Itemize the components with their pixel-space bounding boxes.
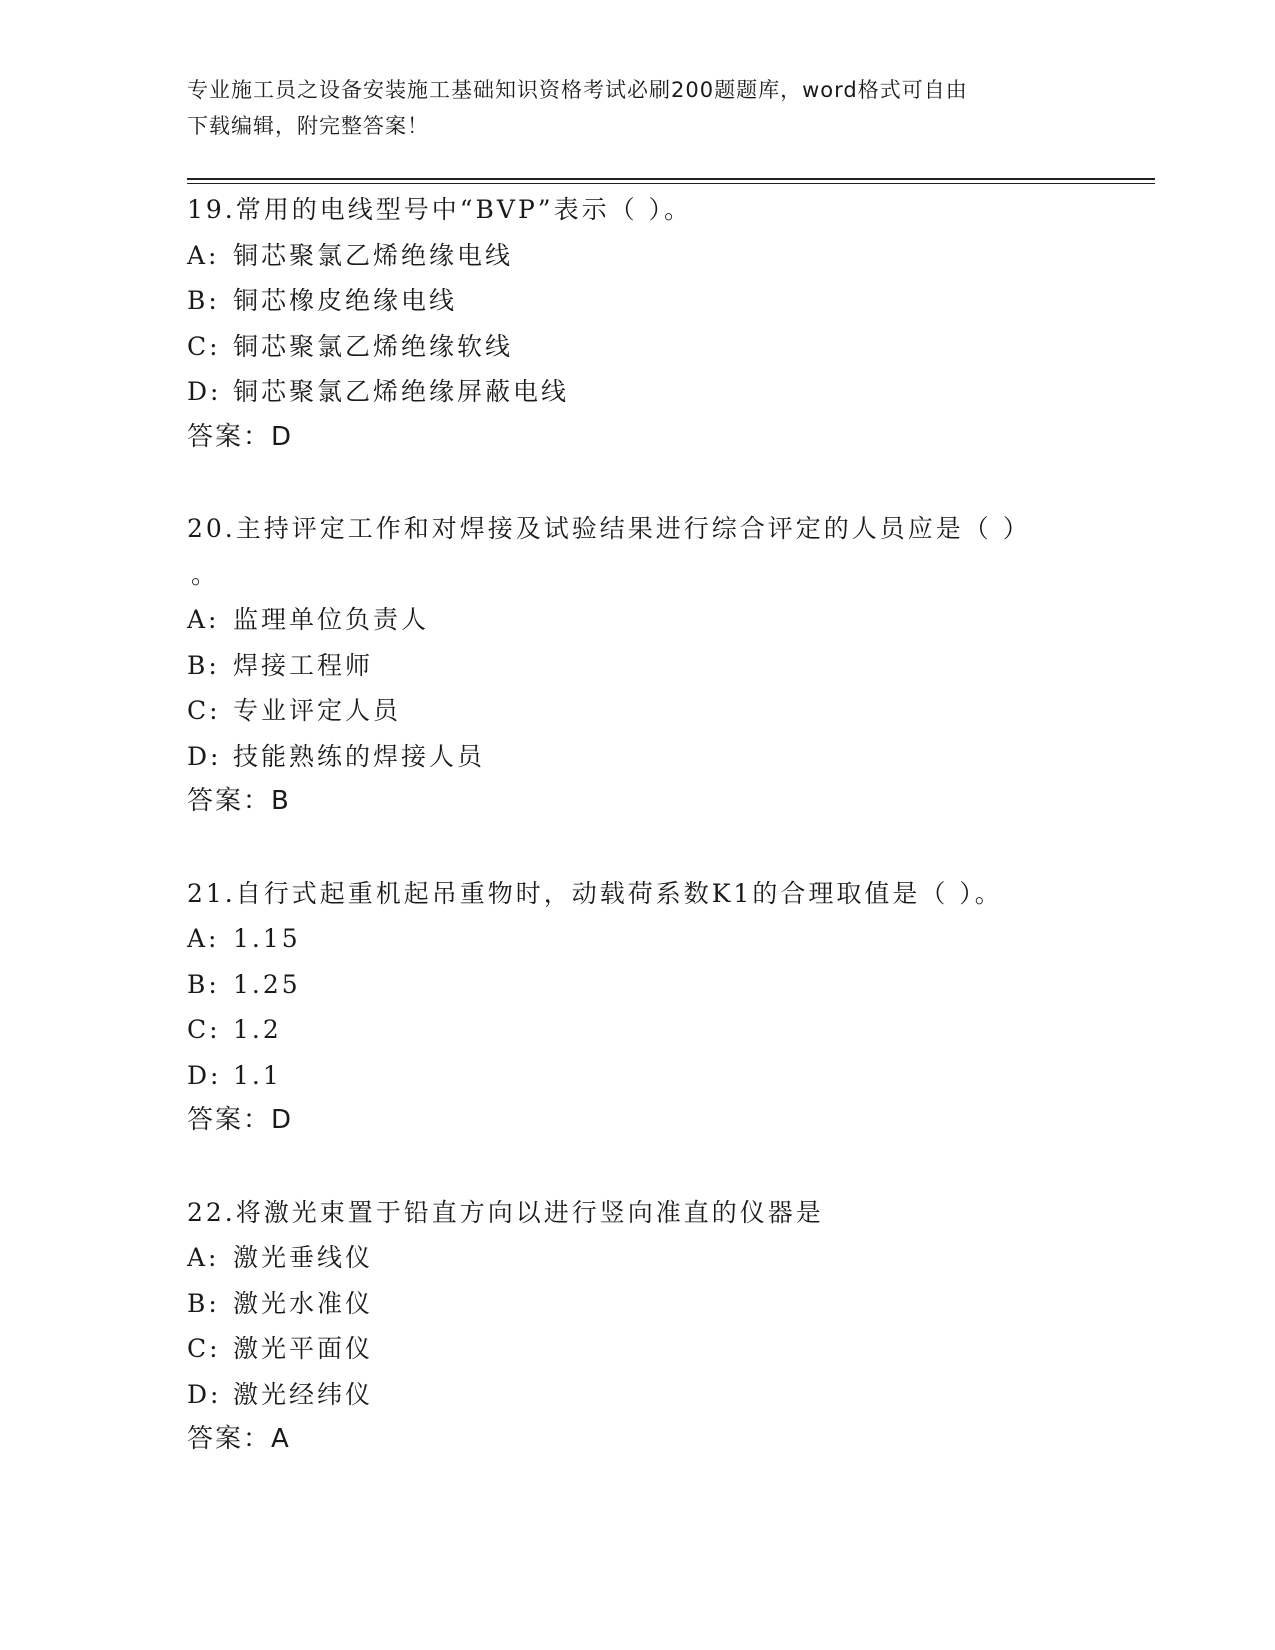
option-text: 激光平面仪 bbox=[233, 1334, 374, 1363]
header-divider-thin bbox=[187, 183, 1155, 184]
option-key: B: bbox=[187, 1288, 220, 1318]
option-text: 激光垂线仪 bbox=[233, 1243, 374, 1272]
question-stem: 22.将激光束置于铅直方向以进行竖向准直的仪器是 bbox=[187, 1197, 824, 1227]
option-key: D: bbox=[187, 1379, 222, 1409]
question-stem: 19.常用的电线型号中“BVP”表示（ ）。 bbox=[187, 195, 693, 224]
option-d bbox=[187, 1372, 1087, 1418]
answer-value: D bbox=[271, 1105, 294, 1135]
option-d bbox=[187, 369, 1087, 415]
option-b bbox=[187, 278, 1087, 324]
option-key: A: bbox=[187, 240, 220, 270]
option-key: A: bbox=[187, 605, 220, 634]
option-text: 铜芯聚氯乙烯绝缘屏蔽电线 bbox=[233, 377, 570, 406]
option-text: 1.1 bbox=[233, 1060, 282, 1090]
option-key: B: bbox=[187, 650, 220, 680]
option-text: 激光水准仪 bbox=[233, 1288, 374, 1318]
option-c bbox=[187, 1326, 1087, 1372]
option-key: D: bbox=[187, 1060, 222, 1090]
answer-value: A bbox=[271, 1424, 291, 1454]
option-d bbox=[187, 734, 1087, 780]
option-key: C: bbox=[187, 331, 221, 361]
option-d bbox=[187, 1053, 1087, 1099]
option-a bbox=[187, 233, 1087, 279]
header-line-2: 下载编辑，附完整答案！ bbox=[187, 114, 429, 138]
option-key: A: bbox=[187, 924, 220, 953]
option-text: 1.25 bbox=[233, 969, 301, 999]
question-22 bbox=[187, 1190, 1087, 1463]
option-b bbox=[187, 962, 1087, 1008]
option-a bbox=[187, 1235, 1087, 1281]
option-text: 1.2 bbox=[233, 1015, 282, 1044]
option-key: D: bbox=[187, 377, 222, 406]
answer-line bbox=[187, 1098, 1087, 1144]
document-header bbox=[187, 72, 1067, 144]
option-key: C: bbox=[187, 1015, 221, 1044]
header-divider-thick bbox=[187, 178, 1155, 180]
option-text: 铜芯橡皮绝缘电线 bbox=[233, 286, 458, 315]
question-stem: 20.主持评定工作和对焊接及试验结果进行综合评定的人员应是（ ） bbox=[187, 514, 1031, 543]
answer-prefix: 答案： bbox=[187, 1424, 272, 1454]
question-stem-wrap: 。 bbox=[191, 559, 220, 589]
option-text: 监理单位负责人 bbox=[233, 605, 430, 634]
option-c bbox=[187, 324, 1087, 370]
question-19 bbox=[187, 187, 1087, 460]
answer-prefix: 答案： bbox=[187, 786, 272, 816]
option-text: 铜芯聚氯乙烯绝缘电线 bbox=[233, 240, 514, 270]
answer-line bbox=[187, 779, 1087, 825]
option-a bbox=[187, 916, 1087, 962]
option-key: B: bbox=[187, 286, 220, 315]
option-b bbox=[187, 643, 1087, 689]
option-key: C: bbox=[187, 696, 221, 725]
option-text: 激光经纬仪 bbox=[233, 1379, 374, 1409]
answer-prefix: 答案： bbox=[187, 421, 272, 452]
option-key: C: bbox=[187, 1334, 221, 1363]
question-20 bbox=[187, 506, 1087, 825]
answer-value: D bbox=[271, 421, 294, 452]
answer-line bbox=[187, 415, 1087, 461]
option-key: A: bbox=[187, 1243, 220, 1272]
option-b bbox=[187, 1281, 1087, 1327]
option-text: 技能熟练的焊接人员 bbox=[233, 741, 486, 771]
option-key: D: bbox=[187, 741, 222, 771]
option-c bbox=[187, 1007, 1087, 1053]
option-text: 焊接工程师 bbox=[233, 650, 374, 680]
answer-value: B bbox=[271, 786, 291, 816]
option-text: 1.15 bbox=[233, 924, 301, 953]
answer-prefix: 答案： bbox=[187, 1105, 272, 1135]
answer-line bbox=[187, 1417, 1087, 1463]
option-c bbox=[187, 688, 1087, 734]
option-text: 专业评定人员 bbox=[233, 696, 402, 725]
option-a bbox=[187, 597, 1087, 643]
option-key: B: bbox=[187, 969, 220, 999]
option-text: 铜芯聚氯乙烯绝缘软线 bbox=[233, 331, 514, 361]
question-21 bbox=[187, 871, 1087, 1144]
header-line-1: 专业施工员之设备安装施工基础知识资格考试必刷200题题库，word格式可自由 bbox=[187, 78, 968, 102]
question-list bbox=[187, 187, 1087, 1509]
question-stem: 21.自行式起重机起吊重物时，动载荷系数K1的合理取值是（ ）。 bbox=[187, 878, 1003, 908]
